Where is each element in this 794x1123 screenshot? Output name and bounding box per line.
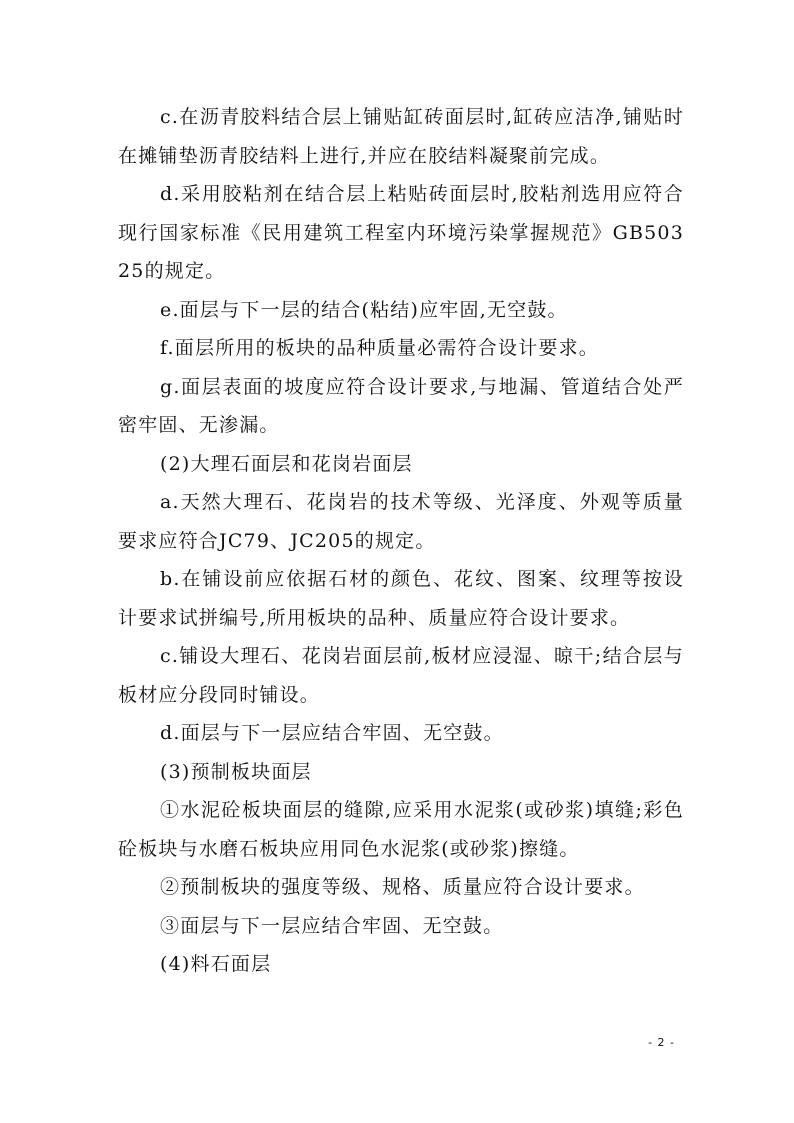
section-heading-marble-granite: (2)大理石面层和花岗岩面层 bbox=[160, 452, 413, 475]
paragraph-1-joint-filling: ①水泥砼板块面层的缝隙,应采用水泥浆(或砂浆)填缝;彩色砼板块与水磨石板块应用同色水泥浆(或砂浆)擦缝。 bbox=[118, 799, 684, 860]
paragraph-d-bond-firm: d.面层与下一层应结合牢固、无空鼓。 bbox=[160, 722, 504, 744]
paragraph-3-bond-firm: ③面层与下一层应结合牢固、无空鼓。 bbox=[160, 914, 504, 937]
section-heading-stone-surface: (4)料石面层 bbox=[160, 953, 272, 975]
paragraph-d-adhesive-tile: d.采用胶粘剂在结合层上粘贴砖面层时,胶粘剂选用应符合现行国家标准《民用建筑工程室内环境污染掌握规范》GB50325的规定。 bbox=[118, 183, 684, 282]
paragraph-a-natural-stone: a.天然大理石、花岗岩的技术等级、光泽度、外观等质量要求应符合JC79、JC205的规定。 bbox=[118, 491, 684, 552]
document-body bbox=[118, 98, 684, 984]
page-number: - 2 - bbox=[648, 1036, 675, 1049]
paragraph-b-trial-layout: b.在铺设前应依据石材的颜色、花纹、图案、纹理等按设计要求试拼编号,所用板块的品种、质量应符合设计要求。 bbox=[118, 568, 684, 629]
paragraph-c-asphalt-tile: c.在沥青胶料结合层上铺贴缸砖面层时,缸砖应洁净,铺贴时在摊铺垫沥青胶结料上进行,并应在胶结料凝聚前完成。 bbox=[118, 106, 684, 167]
paragraph-g-slope: g.面层表面的坡度应符合设计要求,与地漏、管道结合处严密牢固、无渗漏。 bbox=[118, 375, 684, 436]
section-heading-precast-panels: (3)预制板块面层 bbox=[160, 760, 312, 783]
paragraph-c-soak-dry: c.铺设大理石、花岗岩面层前,板材应浸湿、晾干;结合层与板材应分段同时铺设。 bbox=[118, 645, 684, 706]
paragraph-f-panel-quality: f.面层所用的板块的品种质量必需符合设计要求。 bbox=[160, 337, 599, 359]
paragraph-2-strength-grade: ②预制板块的强度等级、规格、质量应符合设计要求。 bbox=[160, 876, 645, 898]
paragraph-e-bonding: e.面层与下一层的结合(粘结)应牢固,无空鼓。 bbox=[160, 298, 568, 321]
